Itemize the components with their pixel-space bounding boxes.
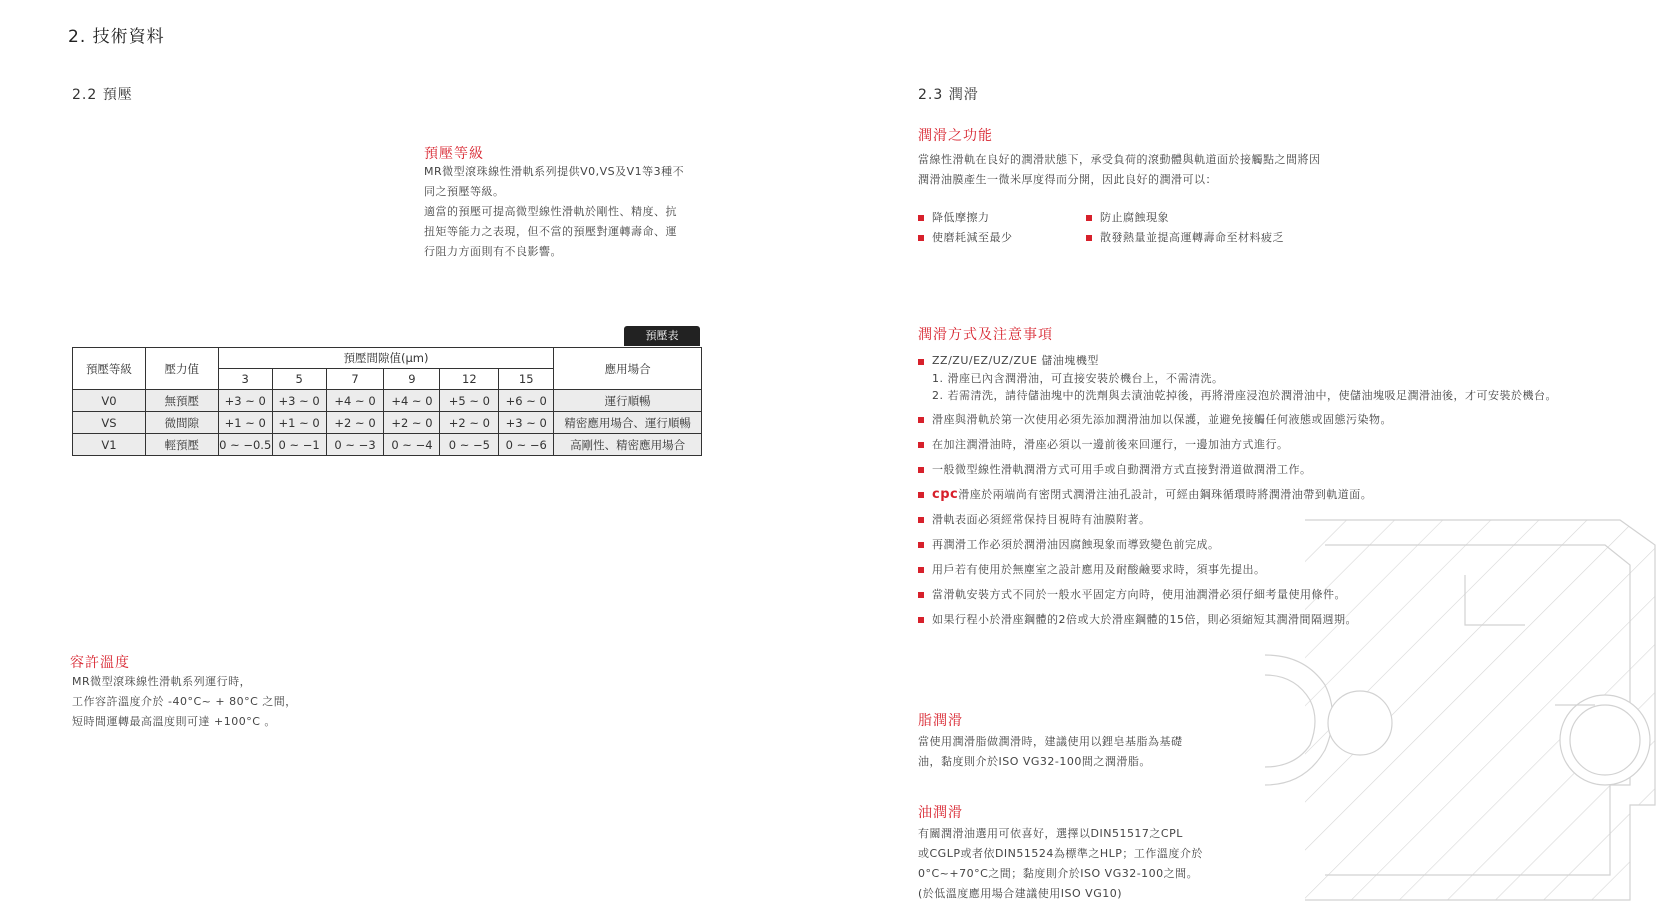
cell-value: 0 ~ −3 bbox=[326, 434, 384, 456]
benefit-item: 使磨耗減至最少 bbox=[918, 228, 1078, 248]
cell-value: +2 ~ 0 bbox=[326, 412, 384, 434]
cell-grade: VS bbox=[73, 412, 146, 434]
preload-grade-heading: 預壓等級 bbox=[424, 146, 484, 162]
function-line: 當線性滑軌在良好的潤滑狀態下，承受負荷的滾動體與軌道面於接觸點之間將因 bbox=[918, 153, 1321, 166]
grease-line: 當使用潤滑脂做潤滑時，建議使用以鋰皂基脂為基礎 bbox=[918, 735, 1183, 748]
method-item: 再潤滑工作必須於潤滑油因腐蝕現象而導致變色前完成。 bbox=[918, 535, 1658, 555]
cell-grade: V0 bbox=[73, 390, 146, 412]
preload-section-title: 2.2 預壓 bbox=[72, 87, 133, 103]
oil-line: (於低溫度應用場合建議使用ISO VG10) bbox=[918, 887, 1123, 900]
grease-line: 油，黏度則介於ISO VG32-100間之潤滑脂。 bbox=[918, 755, 1151, 768]
benefit-item: 防止腐蝕現象 bbox=[1086, 208, 1366, 228]
temperature-line: MR微型滾珠線性滑軌系列運行時， bbox=[72, 675, 252, 688]
temperature-text bbox=[72, 672, 372, 732]
cell-value: 0 ~ −4 bbox=[384, 434, 440, 456]
cell-value: +6 ~ 0 bbox=[499, 390, 554, 412]
cell-value: 0 ~ −5 bbox=[440, 434, 499, 456]
page-title: 2. 技術資料 bbox=[68, 27, 165, 47]
cell-value: 0 ~ −0.5 bbox=[218, 434, 272, 456]
cell-value: +2 ~ 0 bbox=[384, 412, 440, 434]
oil-line: 有關潤滑油選用可依喜好，選擇以DIN51517之CPL bbox=[918, 827, 1183, 840]
cell-value: +3 ~ 0 bbox=[218, 390, 272, 412]
lubrication-method-list bbox=[918, 352, 1658, 630]
size-header: 3 bbox=[218, 369, 272, 390]
cell-value: +5 ~ 0 bbox=[440, 390, 499, 412]
cell-value: +4 ~ 0 bbox=[384, 390, 440, 412]
cell-force: 無預壓 bbox=[145, 390, 218, 412]
preload-table-badge: 預壓表 bbox=[624, 326, 700, 346]
grade-line: MR微型滾珠線性滑軌系列提供V0,VS及V1等3種不 bbox=[424, 165, 685, 178]
grade-line: 適當的預壓可提高微型線性滑軌於剛性、精度、抗 bbox=[424, 205, 677, 218]
temperature-line: 短時間運轉最高溫度則可達 +100°C 。 bbox=[72, 715, 276, 728]
method-sub-item: 2. 若需清洗，請待儲油塊中的洗劑與去漬油乾掉後，再將滑座浸泡於潤滑油中，使儲油塊吸足潤滑油後，才可安裝於機台。 bbox=[932, 389, 1557, 402]
oil-text bbox=[918, 824, 1258, 904]
method-item: ZZ/ZU/EZ/UZ/ZUE 儲油塊機型 bbox=[918, 352, 1658, 370]
method-item-cpc bbox=[918, 485, 1658, 505]
oil-line: 或CGLP或者依DIN51524為標準之HLP；工作溫度介於 bbox=[918, 847, 1203, 860]
grade-line: 扭矩等能力之表現，但不當的預壓對運轉壽命、運 bbox=[424, 225, 677, 238]
cpc-logo: cpc bbox=[932, 487, 959, 502]
size-header: 12 bbox=[440, 369, 499, 390]
method-item: 一般微型線性滑軌潤滑方式可用手或自動潤滑方式直接對滑道做潤滑工作。 bbox=[918, 460, 1658, 480]
cell-force: 微間隙 bbox=[145, 412, 218, 434]
size-header: 15 bbox=[499, 369, 554, 390]
cell-value: +1 ~ 0 bbox=[272, 412, 326, 434]
size-header: 7 bbox=[326, 369, 384, 390]
header-force: 壓力值 bbox=[145, 348, 218, 390]
method-sub-item: 1. 滑座已內含潤滑油，可直接安裝於機台上，不需清洗。 bbox=[932, 372, 1224, 385]
grease-heading: 脂潤滑 bbox=[918, 713, 963, 729]
benefit-item: 降低摩擦力 bbox=[918, 208, 1078, 228]
preload-table bbox=[72, 347, 702, 456]
cell-application: 運行順暢 bbox=[554, 390, 702, 412]
cell-value: +4 ~ 0 bbox=[326, 390, 384, 412]
oil-line: 0°C~+70°C之間；黏度則介於ISO VG32-100之間。 bbox=[918, 867, 1199, 880]
method-item: 滑軌表面必須經常保持目視時有油膜附著。 bbox=[918, 510, 1658, 530]
method-item: 滑座與滑軌於第一次使用必須先添加潤滑油加以保護，並避免接觸任何液態或固態污染物。 bbox=[918, 410, 1658, 430]
preload-grade-text bbox=[424, 162, 724, 262]
temperature-heading: 容許溫度 bbox=[70, 655, 130, 671]
grade-line: 行阻力方面則有不良影響。 bbox=[424, 245, 562, 258]
function-line: 潤滑油膜產生一微米厚度得而分開，因此良好的潤滑可以： bbox=[918, 173, 1217, 186]
size-header: 9 bbox=[384, 369, 440, 390]
header-grade: 預壓等級 bbox=[73, 348, 146, 390]
oil-heading: 油潤滑 bbox=[918, 805, 963, 821]
lubrication-function-heading: 潤滑之功能 bbox=[918, 128, 993, 144]
lubrication-function-text bbox=[918, 150, 1478, 190]
cell-value: +3 ~ 0 bbox=[499, 412, 554, 434]
cell-value: +2 ~ 0 bbox=[440, 412, 499, 434]
lubrication-method-heading: 潤滑方式及注意事項 bbox=[918, 327, 1053, 343]
temperature-line: 工作容許溫度介於 -40°C~ + 80°C 之間， bbox=[72, 695, 297, 708]
grade-line: 同之預壓等級。 bbox=[424, 185, 505, 198]
benefit-item: 散發熱量並提高運轉壽命至材料疲乏 bbox=[1086, 228, 1366, 248]
benefits-col-1 bbox=[918, 208, 1078, 248]
benefits-col-2 bbox=[1086, 208, 1366, 248]
cell-value: 0 ~ −6 bbox=[499, 434, 554, 456]
cell-grade: V1 bbox=[73, 434, 146, 456]
cell-force: 輕預壓 bbox=[145, 434, 218, 456]
method-item: 當滑軌安裝方式不同於一般水平固定方向時，使用油潤滑必須仔細考量使用條件。 bbox=[918, 585, 1658, 605]
cell-value: +3 ~ 0 bbox=[272, 390, 326, 412]
header-application: 應用場合 bbox=[554, 348, 702, 390]
method-item: 如果行程小於滑座鋼體的2倍或大於滑座鋼體的15倍，則必須縮短其潤滑間隔週期。 bbox=[918, 610, 1658, 630]
header-clearance: 預壓間隙值(μm) bbox=[218, 348, 553, 369]
cpc-item-text: 滑座於兩端尚有密閉式潤滑注油孔設計，可經由鋼珠循環時將潤滑油帶到軌道面。 bbox=[958, 488, 1373, 501]
cell-application: 精密應用場合、運行順暢 bbox=[554, 412, 702, 434]
method-item: 用戶若有使用於無塵室之設計應用及耐酸鹼要求時，須事先提出。 bbox=[918, 560, 1658, 580]
cell-value: +1 ~ 0 bbox=[218, 412, 272, 434]
cell-value: 0 ~ −1 bbox=[272, 434, 326, 456]
table-row bbox=[73, 390, 702, 412]
grease-text bbox=[918, 732, 1248, 772]
size-header: 5 bbox=[272, 369, 326, 390]
method-item: 在加注潤滑油時，滑座必須以一邊前後來回運行，一邊加油方式進行。 bbox=[918, 435, 1658, 455]
table-row bbox=[73, 412, 702, 434]
lubrication-section-title: 2.3 潤滑 bbox=[918, 87, 979, 103]
cell-application: 高剛性、精密應用場合 bbox=[554, 434, 702, 456]
table-row bbox=[73, 434, 702, 456]
